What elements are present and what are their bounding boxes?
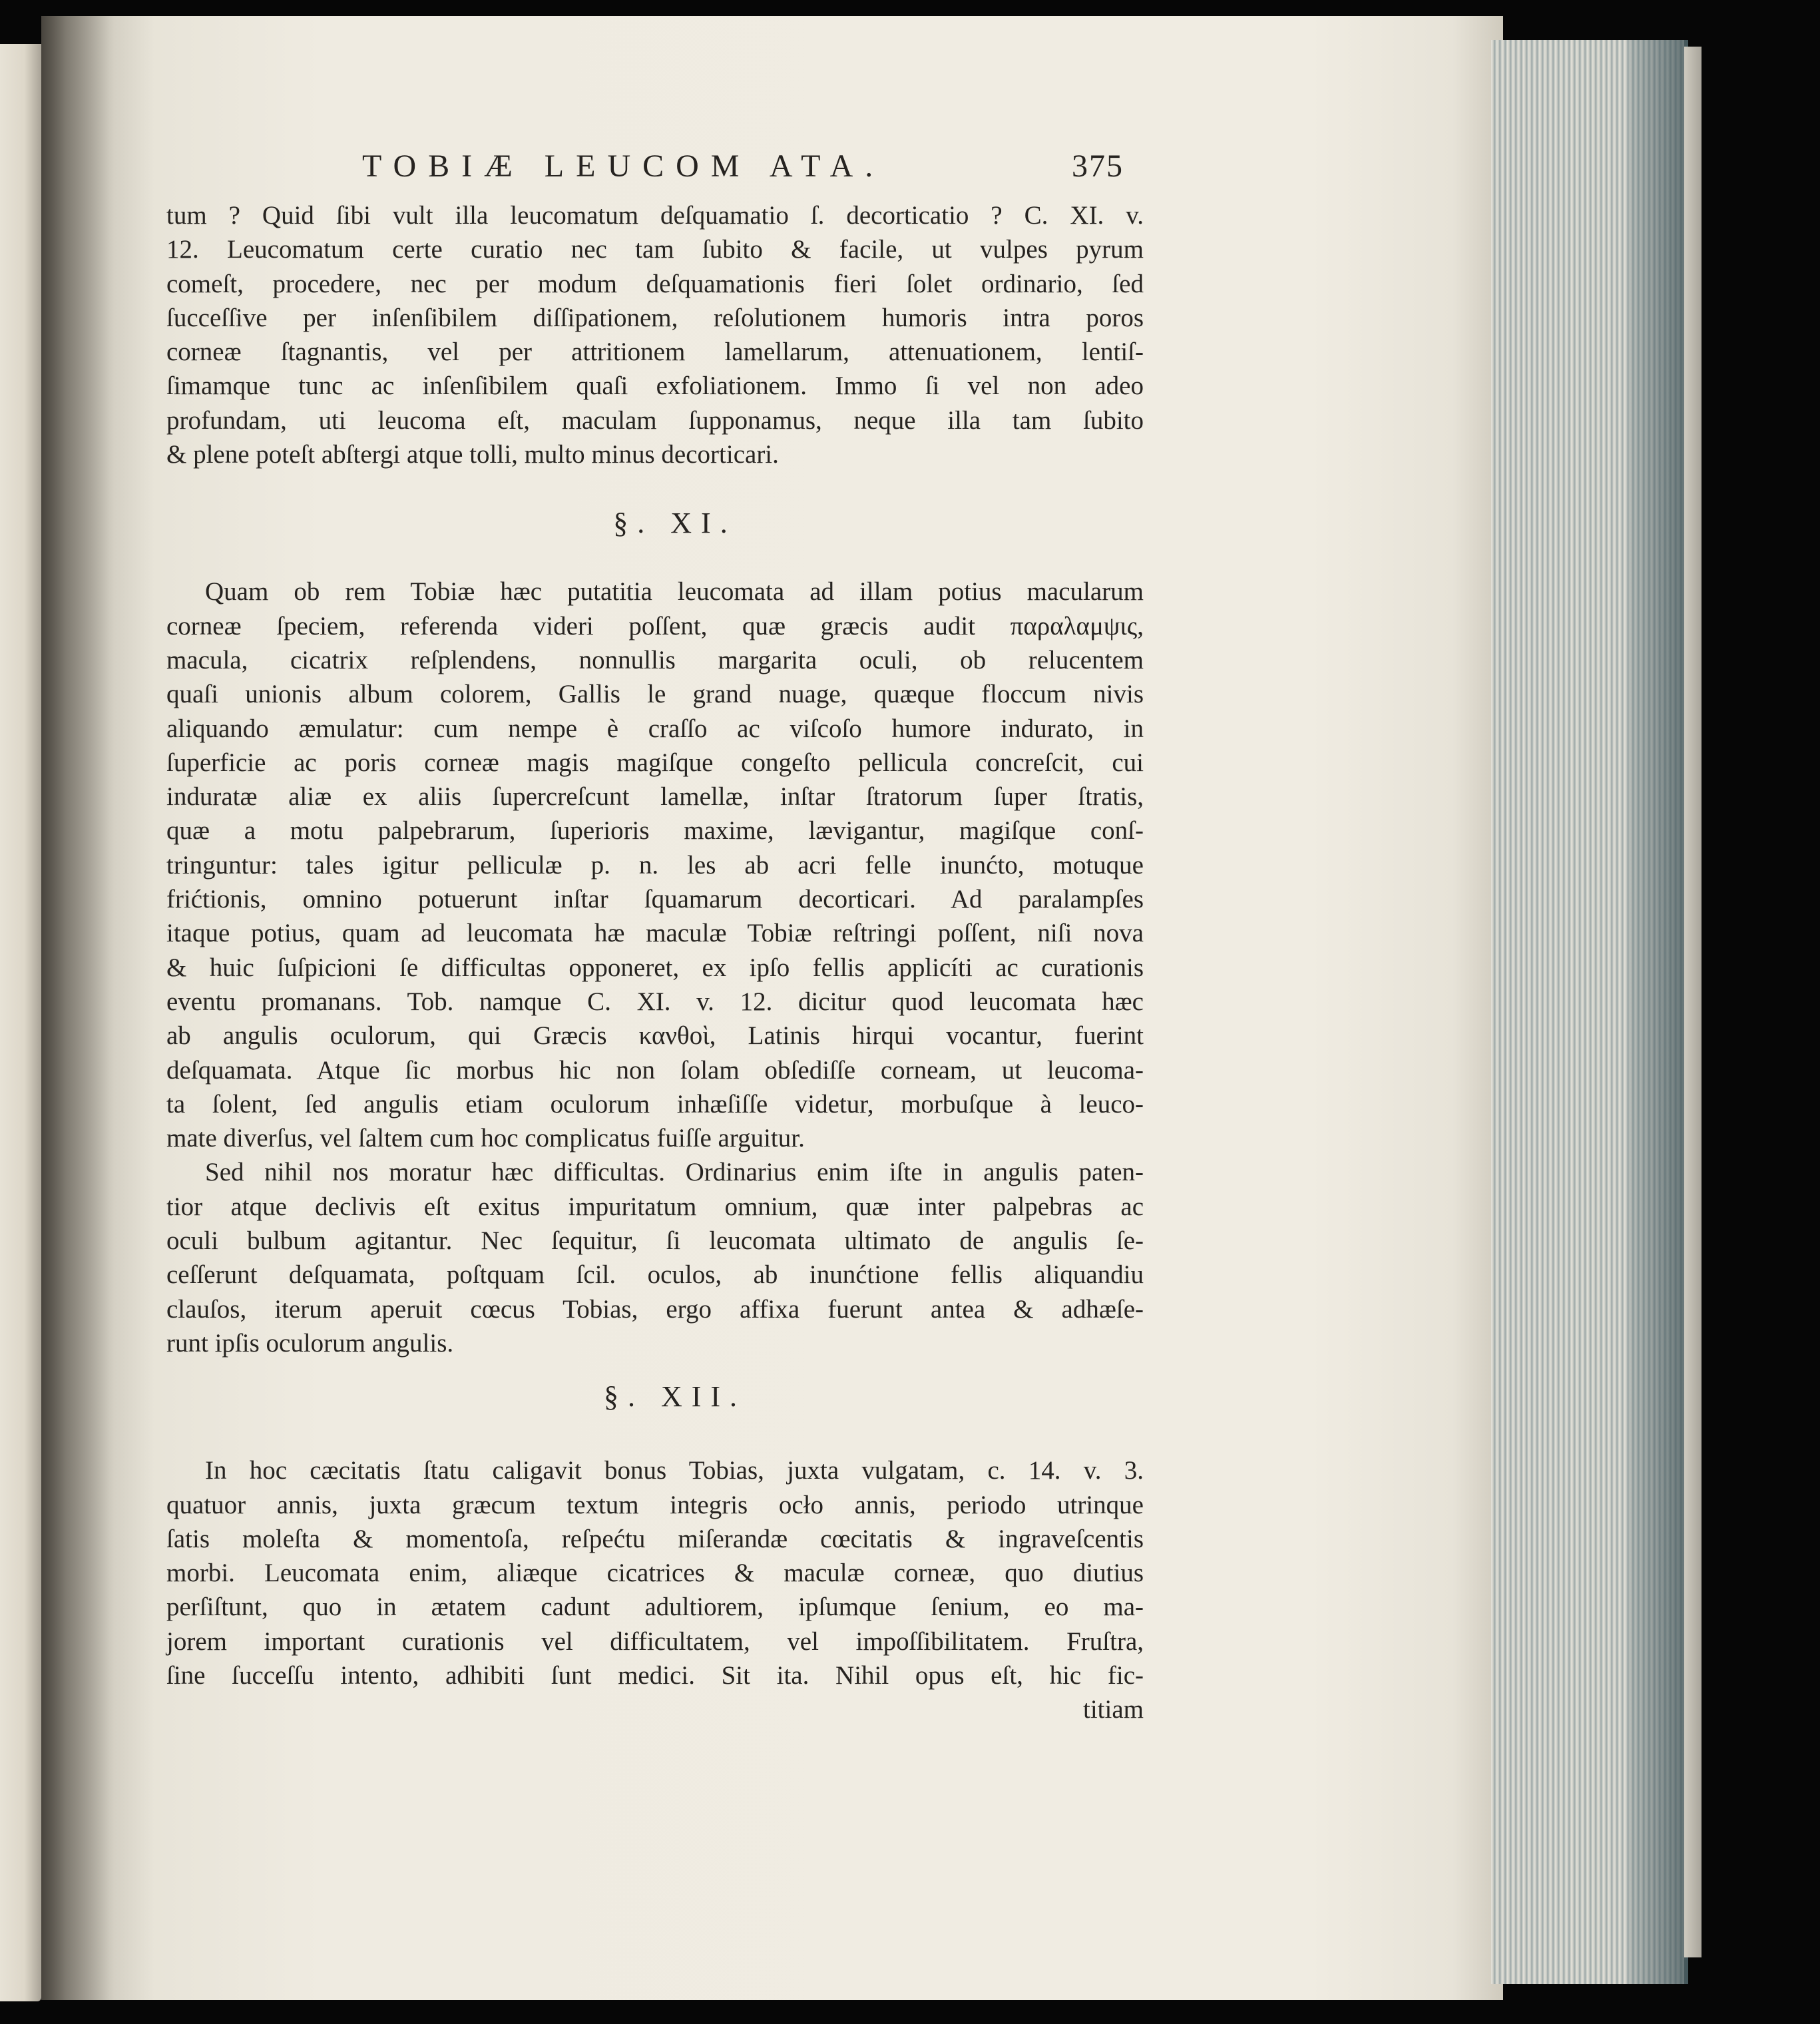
cover-edge [1684, 47, 1702, 1957]
text-line: In hoc cæcitatis ſtatu caligavit bonus Tobias, juxta vulgatam, c. 14. v. 3. [205, 1456, 1144, 1485]
text-line: ta ſolent, ſed angulis etiam oculorum inhæſiſſe videtur, morbuſque à leuco- [166, 1089, 1144, 1119]
text-line: aliquando æmulatur: cum nempe è craſſo ac viſcoſo humore indurato, in [166, 714, 1144, 743]
text-line: clauſos, iterum aperuit cœcus Tobias, ergo affixa fuerunt antea & adhæſe- [166, 1294, 1144, 1324]
text-line: ſine ſucceſſu intento, adhibiti ſunt medici. Sit ita. Nihil opus eſt, hic fic- [166, 1660, 1144, 1690]
text-line: perſiſtunt, quo in ætatem cadunt adultiorem, ipſumque ſenium, eo ma- [166, 1593, 1144, 1622]
paragraph-1 [166, 198, 1144, 471]
text-line: Quam ob rem Tobiæ hæc putatitia leucomata ad illam potius macularum [205, 577, 1144, 607]
text-line: quatuor annis, juxta græcum textum integris ocło annis, periodo utrinque [166, 1490, 1144, 1519]
text-line: eventu promanans. Tob. namque C. XI. v. 12. dicitur quod leucomata hæc [166, 987, 1144, 1016]
text-line: runt ipſis oculorum angulis. [166, 1328, 454, 1358]
text-line: frićtionis, omnino potuerunt inſtar ſquamarum decorticari. Ad paralampſes [166, 885, 1144, 914]
text-line: comeſt, procedere, nec per modum deſquamationis fieri ſolet ordinario, ſed [166, 269, 1144, 298]
text-line: oculi bulbum agitantur. Nec ſequitur, ſi leucomata ultimato de angulis ſe- [166, 1226, 1144, 1256]
text-line: ſuperficie ac poris corneæ magis magiſque congeſto pellicula concreſcit, cui [166, 748, 1144, 777]
text-line: itaque potius, quam ad leucomata hæ maculæ Tobiæ reſtringi poſſent, niſi nova [166, 919, 1144, 948]
running-title: TOBIÆ LEUCOM ATA. [362, 148, 885, 184]
text-line: tringuntur: tales igitur pelliculæ p. n. les ab acri felle inunćto, motuque [166, 850, 1144, 880]
text-line: & plene poteſt abſtergi atque tolli, multo minus decorticari. [166, 440, 779, 469]
text-line: & huic ſuſpicioni ſe difficultas opponeret, ex ipſo fellis applicíti ac curationis [166, 953, 1144, 982]
text-line: corneæ ſpeciem, referenda videri poſſent, quæ græcis audit παραλαμψις, [166, 611, 1144, 640]
section-heading-xi: §. XI. [613, 507, 737, 540]
text-line: tior atque declivis eſt exitus impuritatum omnium, quæ inter palpebras ac [166, 1192, 1144, 1221]
text-line: corneæ ſtagnantis, vel per attritionem lamellarum, attenuationem, lentiſ- [166, 338, 1144, 367]
text-line: ſimamque tunc ac inſenſibilem quaſi exfoliationem. Immo ſi vel non adeo [166, 372, 1144, 401]
running-head [166, 144, 1144, 198]
text-line: ſucceſſive per inſenſibilem diſſipationem, reſolutionem humoris intra poros [166, 303, 1144, 332]
paragraph-4 [166, 1453, 1144, 1726]
text-block [166, 144, 1144, 1727]
text-line: deſquamata. Atque ſic morbus hic non ſolam obſediſſe corneam, ut leucoma- [166, 1055, 1144, 1085]
text-line: ab angulis oculorum, qui Græcis κανθοὶ, Latinis hirqui vocantur, fuerint [166, 1021, 1144, 1051]
text-line: tum ? Quid ſibi vult illa leucomatum deſquamatio ſ. decorticatio ? C. XI. v. [166, 201, 1144, 230]
section-heading-xii: §. XII. [603, 1380, 747, 1413]
page-number: 375 [1072, 148, 1124, 184]
text-line: ceſſerunt deſquamata, poſtquam ſcil. oculos, ab inunćtione fellis aliquandiu [166, 1260, 1144, 1290]
paragraph-3 [166, 1155, 1144, 1360]
text-line: quaſi unionis album colorem, Gallis le grand nuage, quæque floccum nivis [166, 680, 1144, 709]
text-line: Sed nihil nos moratur hæc difficultas. Ordinarius enim iſte in angulis paten- [205, 1158, 1144, 1187]
text-line: induratæ aliæ ex aliis ſupercreſcunt lamellæ, inſtar ſtratorum ſuper ſtratis, [166, 782, 1144, 812]
paragraph-2 [166, 575, 1144, 1155]
left-page-edge [0, 44, 41, 2001]
catchword: titiam [1083, 1695, 1144, 1724]
text-line: 12. Leucomatum certe curatio nec tam ſubito & facile, ut vulpes pyrum [166, 235, 1144, 264]
text-line: profundam, uti leucoma eſt, maculam ſupponamus, neque illa tam ſubito [166, 405, 1144, 435]
text-line: ſatis moleſta & momentoſa, reſpećtu miſerandæ cœcitatis & ingraveſcentis [166, 1524, 1144, 1553]
text-line: macula, cicatrix reſplendens, nonnullis margarita oculi, ob relucentem [166, 645, 1144, 674]
page-block-edges [1491, 40, 1688, 1984]
text-line: jorem important curationis vel difficultatem, vel impoſſibilitatem. Fruſtra, [166, 1627, 1144, 1656]
gutter-shadow [41, 16, 154, 2000]
text-line: morbi. Leucomata enim, aliæque cicatrices & maculæ corneæ, quo diutius [166, 1559, 1144, 1588]
text-line: mate diverſus, vel ſaltem cum hoc complicatus fuiſſe arguitur. [166, 1124, 805, 1153]
text-line: quæ a motu palpebrarum, ſuperioris maxime, lævigantur, magiſque conſ- [166, 816, 1144, 846]
